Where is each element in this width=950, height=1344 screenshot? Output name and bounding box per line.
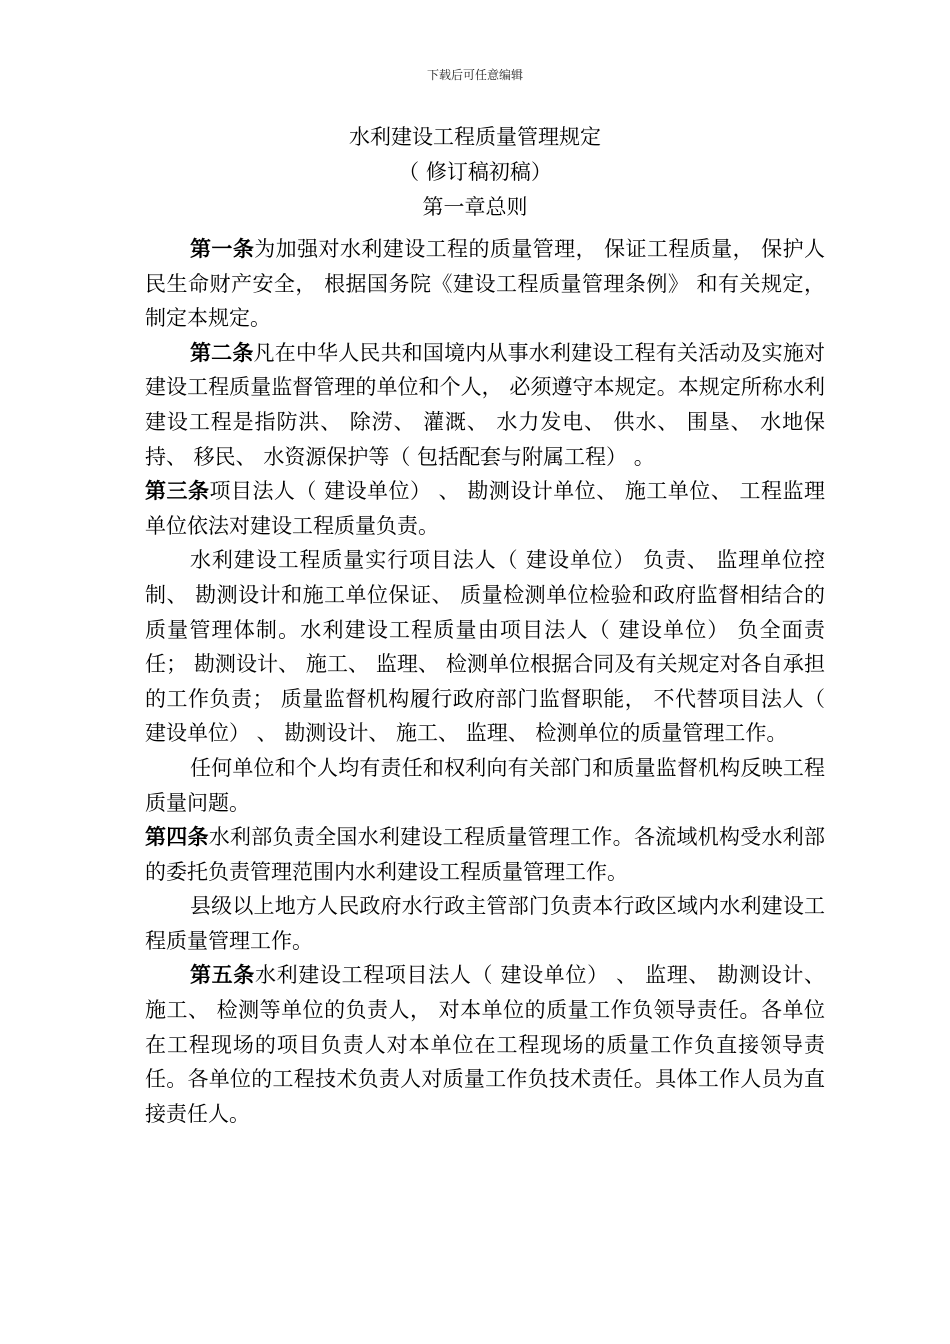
paragraph-text: 凡在中华人民共和国境内从事水利建设工程有关活动及实施对建设工程质量监督管理的单位和个人， 必须遵守本规定。本规定所称水利建设工程是指防洪、 除涝、 灌溉、 水力发电、 供水、 围垦、 水地保持、 移民、 水资源保护等（ 包括配套与附属工程） 。 bbox=[145, 340, 826, 469]
article-label: 第三条 bbox=[145, 479, 210, 504]
paragraph-text: 为加强对水利建设工程的质量管理， 保证工程质量， 保护人民生命财产安全， 根据国务院《建设工程质量管理条例》 和有关规定， 制定本规定。 bbox=[145, 237, 825, 331]
paragraph-local-authority bbox=[145, 889, 825, 958]
paragraph-text: 水利部负责全国水利建设工程质量管理工作。各流域机构受水利部的委托负责管理范围内水利建设工程质量管理工作。 bbox=[145, 825, 826, 884]
article-label: 第一条 bbox=[190, 237, 255, 261]
paragraph-text: 任何单位和个人均有责任和权利向有关部门和质量监督机构反映工程质量问题。 bbox=[145, 755, 825, 815]
paragraph-report-rights bbox=[145, 751, 825, 820]
document-subtitle: （ 修订稿初稿） bbox=[398, 160, 552, 184]
paragraph-article-1 bbox=[145, 232, 825, 336]
chapter-heading: 第一章总则 bbox=[422, 195, 528, 219]
paragraph-article-5 bbox=[145, 958, 825, 1131]
article-label: 第四条 bbox=[145, 825, 209, 850]
paragraph-text: 水利建设工程质量实行项目法人（ 建设单位） 负责、 监理单位控制、 勘测设计和施工单位保证、 质量检测单位检验和政府监督相结合的质量管理体制。水利建设工程质量由项目法人（ 建设单位） 负全面责任； 勘测设计、 施工、 监理、 检测单位根据合同及有关规定对各自承担的工作负责； 质量监督机构履行政府部门监督职能， 不代替项目法人（ 建设单位） 、 勘测设计、 施工、 监理、 检测单位的质量管理工作。 bbox=[145, 548, 825, 746]
body-text bbox=[145, 232, 825, 1131]
article-label: 第五条 bbox=[190, 963, 255, 988]
header-note: 下载后可任意编辑 bbox=[426, 68, 523, 82]
paragraph-quality-system bbox=[145, 543, 825, 751]
paragraph-text: 水利建设工程项目法人（ 建设单位） 、 监理、 勘测设计、 施工、 检测等单位的负责人， 对本单位的质量工作负领导责任。各单位在工程现场的项目负责人对本单位在工程现场的质量工作负直接领导责任。各单位的工程技术负责人对质量工作负技术责任。具体工作人员为直接责任人。 bbox=[145, 963, 826, 1126]
article-label: 第二条 bbox=[190, 340, 254, 365]
paragraph-article-2 bbox=[145, 336, 825, 474]
title-block bbox=[0, 120, 950, 225]
paragraph-article-4 bbox=[145, 820, 825, 889]
paragraph-text: 项目法人（ 建设单位） 、 勘测设计单位、 施工单位、 工程监理单位依法对建设工程质量负责。 bbox=[145, 479, 826, 538]
paragraph-article-3 bbox=[145, 474, 825, 543]
paragraph-text: 县级以上地方人民政府水行政主管部门负责本行政区域内水利建设工程质量管理工作。 bbox=[145, 894, 825, 953]
document-title: 水利建设工程质量管理规定 bbox=[349, 125, 601, 149]
